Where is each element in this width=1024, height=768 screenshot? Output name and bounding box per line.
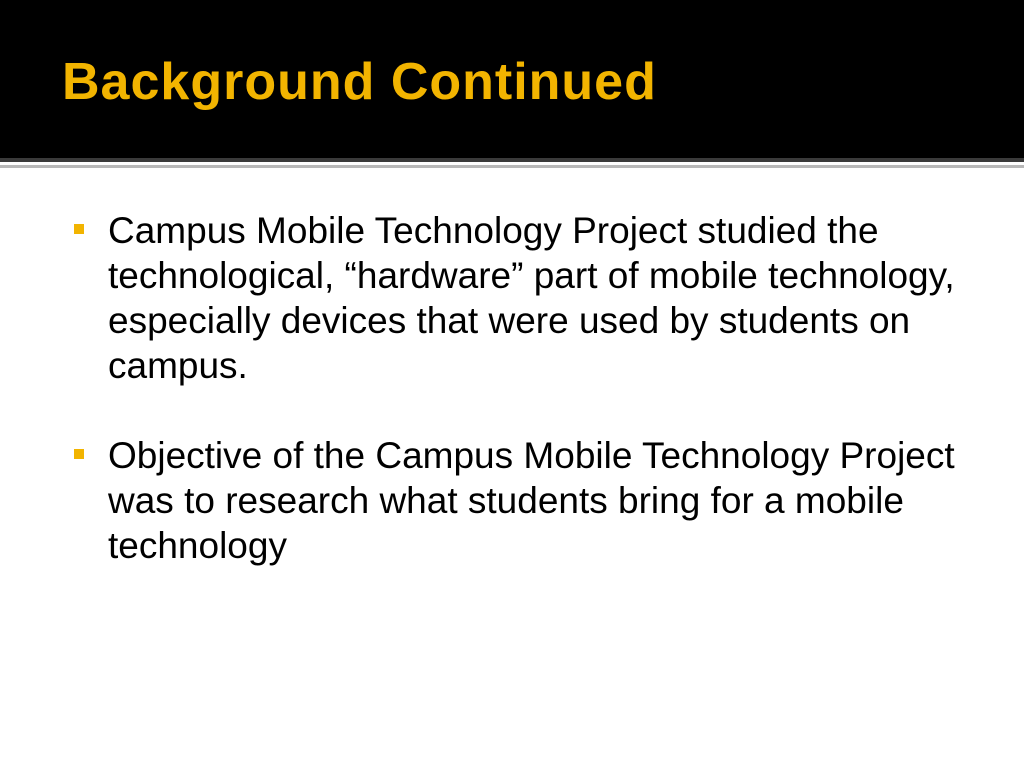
bullet-text: Objective of the Campus Mobile Technology Project was to research what students bring for a mobile technology xyxy=(108,435,955,566)
title-bar xyxy=(0,0,1024,158)
title-divider-light xyxy=(0,165,1024,168)
bullet-text: Campus Mobile Technology Project studied the technological, “hardware” part of mobile technology, especially devices that were used by students on campus. xyxy=(108,210,955,386)
square-bullet-icon xyxy=(74,449,84,459)
bullet-item xyxy=(70,208,970,388)
slide-title: Background Continued xyxy=(62,53,657,111)
square-bullet-icon xyxy=(74,224,84,234)
bullet-list xyxy=(70,208,970,613)
title-divider-dark xyxy=(0,158,1024,162)
bullet-item xyxy=(70,433,970,568)
